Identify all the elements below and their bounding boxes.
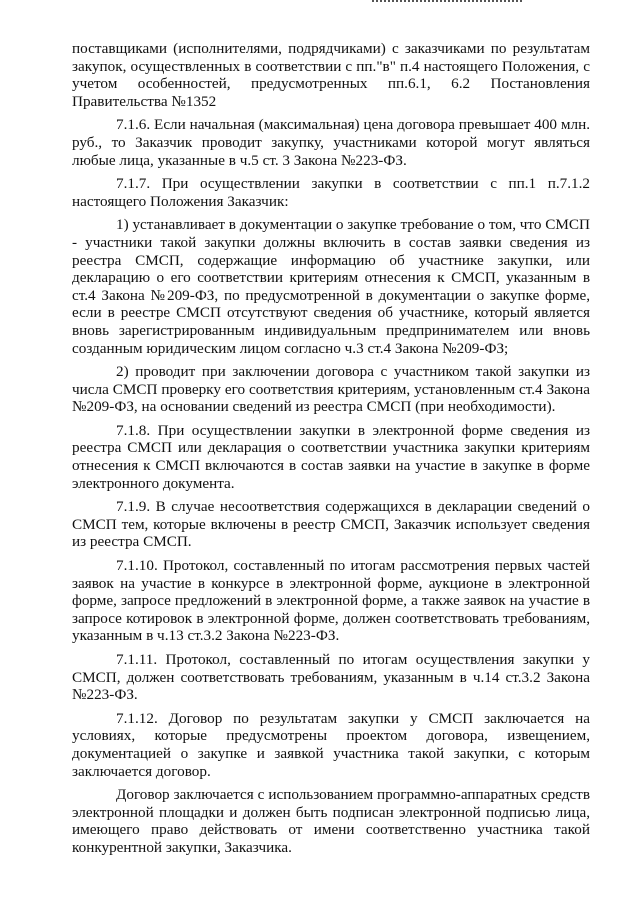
paragraph-7-1-8: 7.1.8. При осуществлении закупки в электронной форме сведения из реестра СМСП или декларация о соответствии участника закупки критериям отнесения к СМСП включаются в состав заявки на участие в закупке в форме электронного документа. — [72, 421, 590, 492]
paragraph-7-1-6: 7.1.6. Если начальная (максимальная) цена договора превышает 400 млн. руб., то Заказчик проводит закупку, участниками которой могут являться любые лица, указанные в ч.5 ст. 3 Закона №223-ФЗ. — [72, 116, 590, 169]
scan-edge-mark — [372, 0, 522, 6]
paragraph-7-1-10: 7.1.10. Протокол, составленный по итогам рассмотрения первых частей заявок на участие в конкурсе в электронной форме, аукционе в электронной форме, запросе предложений в электронной форме, а также заявок на участие в запросе котировок в электронной форме, должен соответствовать требованиям, указанным в ч.13 ст.3.2 Закона №223-ФЗ. — [72, 557, 590, 645]
paragraph-7-1-9: 7.1.9. В случае несоответствия содержащихся в декларации сведений о СМСП тем, которые включены в реестр СМСП, Заказчик использует сведения из реестра СМСП. — [72, 498, 590, 551]
paragraph-continuation: поставщиками (исполнителями, подрядчиками) с заказчиками по результатам закупок, осуществленных в соответствии с пп."в" п.4 настоящего Положения, с учетом особенностей, предусмотренных пп.6.1, 6.2 Постановления Правительства №1352 — [72, 40, 590, 110]
document-page — [72, 40, 590, 863]
paragraph-contract-signing: Договор заключается с использованием программно-аппаратных средств электронной площадки и должен быть подписан электронной подписью лица, имеющего право действовать от имени соответственно участника такой конкурентной закупки, Заказчика. — [72, 786, 590, 856]
paragraph-7-1-11: 7.1.11. Протокол, составленный по итогам осуществления закупки у СМСП, должен соответствовать требованиям, указанным в ч.14 ст.3.2 Закона №223-ФЗ. — [72, 651, 590, 704]
paragraph-7-1-7: 7.1.7. При осуществлении закупки в соответствии с пп.1 п.7.1.2 настоящего Положения Заказчик: — [72, 175, 590, 210]
paragraph-7-1-7-item-2: 2) проводит при заключении договора с участником такой закупки из числа СМСП проверку его соответствия критериям, установленным ст.4 Закона №209-ФЗ, на основании сведений из реестра СМСП (при необходимости). — [72, 363, 590, 416]
paragraph-7-1-7-item-1: 1) устанавливает в документации о закупке требование о том, что СМСП - участники такой закупки должны включить в состав заявки сведения из реестра СМСП, содержащие информацию об участнике закупки, или декларацию о его соответствии критериям отнесения к СМСП, указанным в ст.4 Закона №209-ФЗ, по предусмотренной в документации о закупке форме, если в реестре СМСП отсутствуют сведения об участнике, который является вновь зарегистрированным индивидуальным предпринимателем или вновь созданным юридическим лицом согласно ч.3 ст.4 Закона №209-ФЗ; — [72, 216, 590, 357]
paragraph-7-1-12: 7.1.12. Договор по результатам закупки у СМСП заключается на условиях, которые предусмотрены проектом договора, извещением, документацией о закупке и заявкой участника такой закупки, с которым заключается договор. — [72, 709, 590, 780]
